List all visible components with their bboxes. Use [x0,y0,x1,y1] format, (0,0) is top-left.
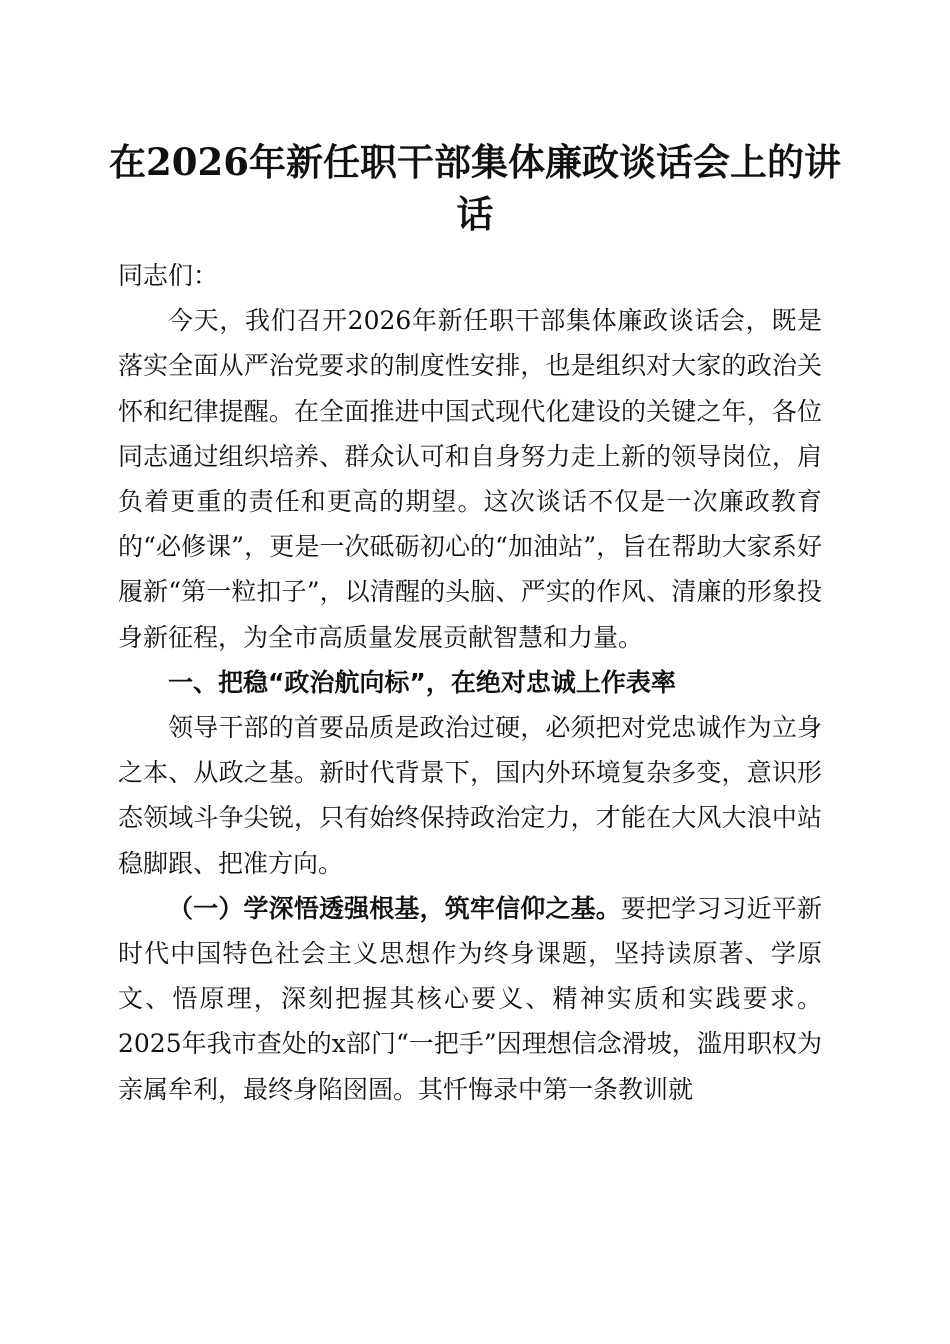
section-heading-1: 一、把稳“政治航向标”，在绝对忠诚上作表率 [168,667,676,697]
subsection-1-paragraph [118,886,822,1112]
document-body [118,253,822,1112]
document-title: 在2026年新任职干部集体廉政谈话会上的讲话 [109,140,841,236]
salutation: 同志们： [118,261,219,290]
section-1-paragraph: 领导干部的首要品质是政治过硬，必须把对党忠诚作为立身之本、从政之基。新时代背景下，国内外环境复杂多变，意识形态领域斗争尖锐，只有始终保持政治定力，才能在大风大浪中站稳脚跟、把准方向。 [118,713,822,878]
subsection-heading-1: （一）学深悟透强根基，筑牢信仰之基。 [168,893,621,923]
subsection-1-body: 要把学习习近平新时代中国特色社会主义思想作为终身课题，坚持读原著、学原文、悟原理，深刻把握其核心要义、精神实质和实践要求。2025年我市查处的x部门“一把手”因理想信念滑坡，滥用职权为亲属牟利，最终身陷囹圄。其忏悔录中第一条教训就 [118,893,822,1104]
intro-paragraph: 今天，我们召开2026年新任职干部集体廉政谈话会，既是落实全面从严治党要求的制度性安排，也是组织对大家的政治关怀和纪律提醒。在全面推进中国式现代化建设的关键之年，各位同志通过组织培养、群众认可和自身努力走上新的领导岗位，肩负着更重的责任和更高的期望。这次谈话不仅是一次廉政教育的“必修课”，更是一次砥砺初心的“加油站”，旨在帮助大家系好履新“第一粒扣子”，以清醒的头脑、严实的作风、清廉的形象投身新征程，为全市高质量发展贡献智慧和力量。 [118,306,822,652]
